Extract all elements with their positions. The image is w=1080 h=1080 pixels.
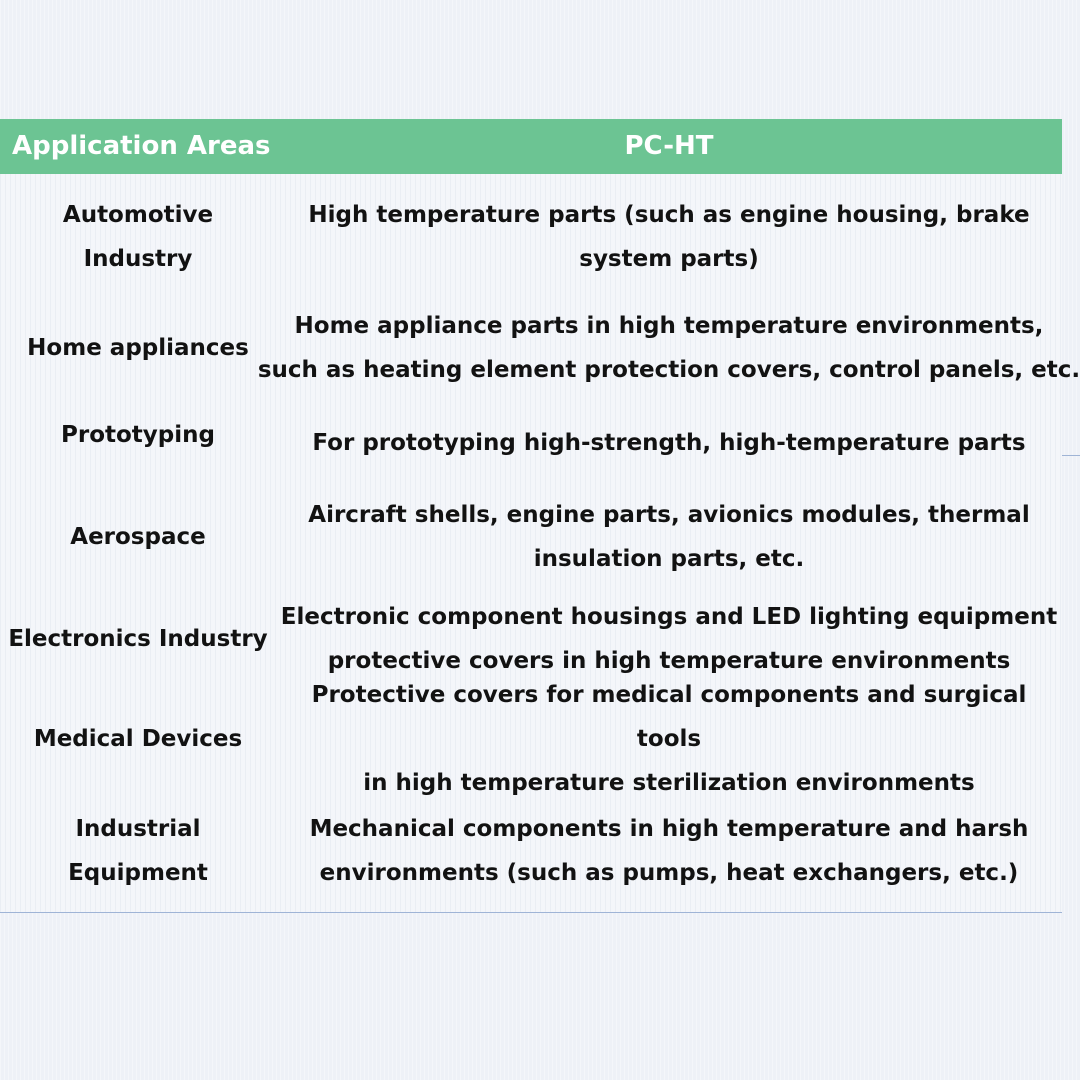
application-area-cell: Industrial Equipment (68, 816, 208, 886)
description-cell: Electronic component housings and LED lighting equipment protective covers in high temperature environments (280, 604, 1058, 674)
application-area-cell: Prototyping (61, 422, 215, 448)
description-cell: Home appliance parts in high temperature environments, such as heating element protection covers, control panels, etc. (257, 313, 1080, 383)
table-row (0, 293, 1080, 403)
edge-divider (1062, 455, 1080, 456)
description-cell: For prototyping high-strength, high-temperature parts (312, 430, 1026, 456)
description-cell: High temperature parts (such as engine housing, brake system parts) (308, 202, 1030, 272)
table-row (0, 181, 1062, 293)
application-table (0, 119, 1080, 913)
table-row (0, 595, 1062, 683)
description-cell: Protective covers for medical components and surgical tools in high temperature sterilization environments (311, 682, 1027, 796)
description-cell: Aircraft shells, engine parts, avionics modules, thermal insulation parts, etc. (308, 502, 1030, 572)
table-row (0, 682, 1062, 796)
application-area-cell: Electronics Industry (8, 626, 268, 652)
header-pc-ht: PC-HT (624, 131, 714, 161)
table-row (0, 493, 1062, 581)
table-header (0, 119, 1062, 174)
header-application-areas: Application Areas (12, 131, 271, 161)
application-area-cell: Medical Devices (33, 726, 243, 752)
application-area-cell: Home appliances (27, 335, 249, 361)
table-row (0, 403, 1062, 483)
application-area-cell: Automotive Industry (62, 202, 214, 272)
description-cell: Mechanical components in high temperature and harsh environments (such as pumps, heat exchangers, etc.) (309, 816, 1029, 886)
table-row (0, 799, 1062, 903)
application-area-cell: Aerospace (70, 524, 206, 550)
